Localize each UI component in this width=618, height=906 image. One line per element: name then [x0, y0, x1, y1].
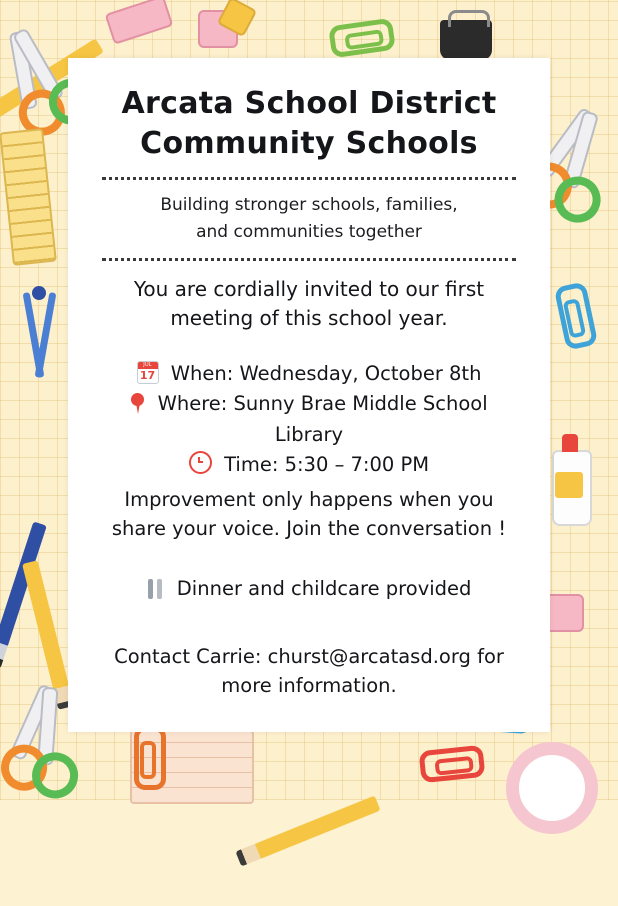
- tagline-line-2: and communities together: [196, 221, 422, 242]
- cutlery-icon: [147, 579, 165, 599]
- call-to-action: [104, 485, 514, 544]
- invite-line-2: meeting of this school year.: [170, 306, 448, 331]
- detail-where-text: Where: Sunny Brae Middle School: [157, 392, 488, 416]
- eraser-icon: [108, 4, 170, 36]
- divider-top: [102, 177, 516, 180]
- event-details: [96, 359, 522, 481]
- flyer-card: [68, 58, 550, 732]
- detail-where: [96, 389, 522, 419]
- contact-line-1: Contact Carrie: churst@arcatasd.org for: [114, 645, 504, 669]
- tape-icon: [506, 742, 598, 834]
- detail-time: [96, 450, 522, 480]
- calendar-day-label: 17: [139, 369, 156, 383]
- paper-clip-icon-2: [544, 300, 608, 332]
- ruler-icon: [6, 130, 50, 264]
- calendar-icon: [137, 361, 159, 384]
- statement-line-2: share your voice. Join the conversation !: [111, 516, 507, 540]
- paper-clip-icon-1: [330, 22, 394, 54]
- contact-line-2: more information.: [221, 674, 397, 698]
- scissors-icon-top-left: [6, 26, 76, 136]
- detail-when-text: When: Wednesday, October 8th: [170, 362, 482, 386]
- paper-clip-icon-4: [420, 748, 484, 780]
- invite-line-1: You are cordially invited to our first: [133, 277, 485, 302]
- pencil-icon-3: [300, 756, 316, 906]
- contact-info: [112, 642, 506, 701]
- tagline-line-1: Building stronger schools, families,: [160, 195, 458, 216]
- detail-when: [96, 359, 522, 389]
- sharpener-icon: [198, 2, 256, 54]
- calendar-month-label: JUL: [138, 362, 158, 369]
- title-line-2: Community Schools: [140, 126, 478, 162]
- dinner-note: [96, 577, 522, 600]
- glue-bottle-icon: [552, 450, 592, 526]
- detail-time-text: Time: 5:30 – 7:00 PM: [224, 453, 430, 477]
- statement-line-1: Improvement only happens when you: [124, 487, 494, 511]
- page-title: [102, 84, 516, 164]
- paper-clip-icon-3: [118, 742, 182, 774]
- invitation-text: [110, 275, 508, 333]
- compass-icon: [14, 286, 64, 386]
- binder-clip-icon: [440, 20, 492, 60]
- title-line-1: Arcata School District: [121, 86, 497, 121]
- tagline: [114, 192, 504, 245]
- alarm-clock-icon: [189, 451, 212, 474]
- scissors-icon-bottom-left: [6, 686, 76, 796]
- dinner-note-text: Dinner and childcare provided: [176, 577, 472, 601]
- location-pin-icon: [130, 393, 145, 414]
- detail-where-line2: Library: [274, 422, 344, 446]
- pen-icon: [10, 520, 24, 670]
- divider-bottom: [102, 258, 516, 261]
